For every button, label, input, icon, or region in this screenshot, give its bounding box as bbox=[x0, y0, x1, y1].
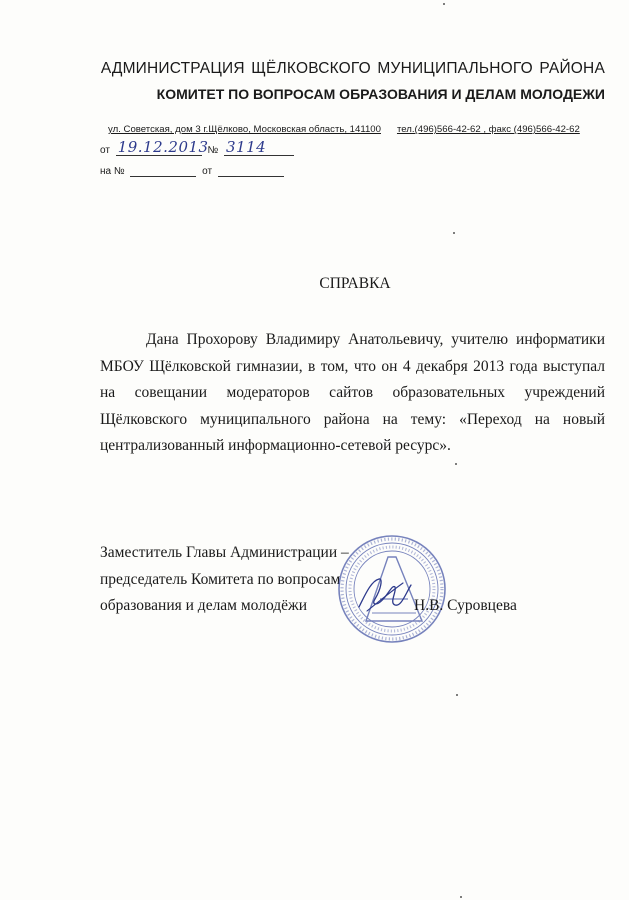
number-field bbox=[224, 138, 294, 156]
document-title: СПРАВКА bbox=[319, 275, 391, 292]
outgoing-registration bbox=[100, 138, 297, 156]
number-label: № bbox=[207, 145, 219, 156]
reply-date-field bbox=[218, 162, 284, 177]
handwritten-number: 3114 bbox=[226, 138, 267, 156]
reply-number-field bbox=[130, 162, 196, 177]
handwritten-date: 19.12.2013 bbox=[117, 138, 209, 156]
committee-name: КОМИТЕТ ПО ВОПРОСАМ ОБРАЗОВАНИЯ И ДЕЛАМ МОЛОДЕЖИ bbox=[156, 86, 605, 102]
address-line bbox=[108, 124, 598, 135]
incoming-registration bbox=[100, 162, 287, 177]
date-label: от bbox=[100, 145, 110, 156]
scan-speck bbox=[443, 3, 445, 5]
scan-speck bbox=[460, 896, 462, 898]
postal-address: ул. Советская, дом 3 г.Щёлково, Московская область, 141100 bbox=[108, 124, 381, 135]
position-line-2: председатель Комитета по вопросам bbox=[100, 570, 341, 588]
signatory-name: Н.В. Суровцева bbox=[414, 597, 517, 614]
position-line-3: образования и делам молодёжи bbox=[100, 597, 308, 614]
contact-phones: тел.(496)566-42-62 , факс (496)566-42-62 bbox=[396, 124, 580, 135]
document-body: Дана Прохорову Владимиру Анатольевичу, учителю информатики МБОУ Щёлковской гимназии, в том, что он 4 декабря 2013 года выступал на совещании модераторов сайтов образовательных учреждений Щёлковского муниципального района на тему: «Переход на новый централизованный информационно-сетевой ресурс». bbox=[100, 331, 605, 454]
handwritten-signature bbox=[355, 573, 415, 618]
scan-speck bbox=[453, 232, 455, 234]
scan-speck bbox=[456, 694, 458, 696]
signatory-position bbox=[100, 540, 349, 620]
administration-name: АДМИНИСТРАЦИЯ ЩЁЛКОВСКОГО МУНИЦИПАЛЬНОГО РАЙОНА bbox=[100, 60, 605, 77]
date-field bbox=[116, 138, 209, 156]
reply-date-label: от bbox=[202, 166, 213, 177]
position-line-1: Заместитель Главы Администрации – bbox=[100, 544, 349, 561]
scan-speck bbox=[455, 463, 457, 465]
reply-number-label: на № bbox=[100, 166, 125, 177]
